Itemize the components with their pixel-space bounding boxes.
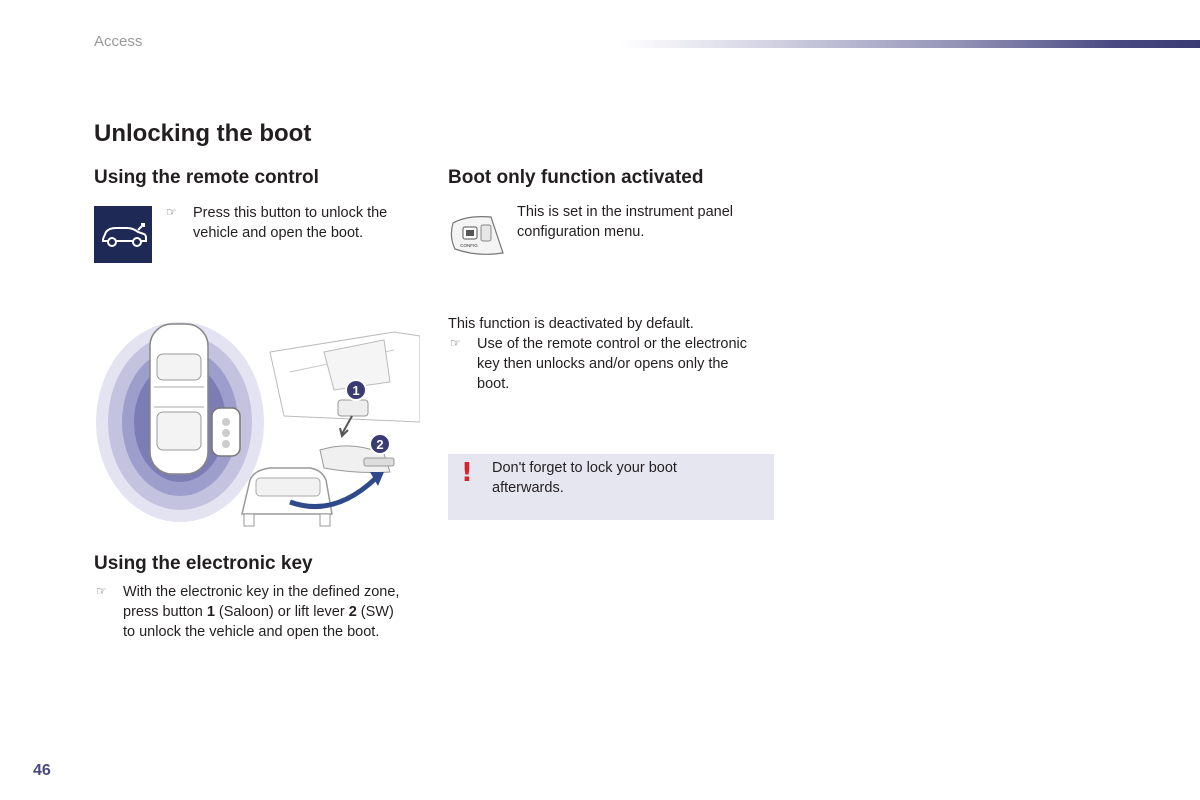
boot-only-default-note: This function is deactivated by default. xyxy=(448,316,694,332)
boot-only-bullet-line2: key then unlocks and/or opens only the xyxy=(477,356,729,372)
pointing-hand-icon: ☞ xyxy=(450,336,461,350)
lever-reference: 2 xyxy=(348,604,357,620)
page-number: 46 xyxy=(33,762,51,779)
pointing-hand-icon: ☞ xyxy=(166,205,177,219)
electronic-key-line2: press button 1 (Saloon) or lift lever 2 (SW) xyxy=(123,604,394,620)
callout-1 xyxy=(346,380,366,400)
svg-text:CONFIG: CONFIG xyxy=(460,243,478,248)
boot-only-line1: This is set in the instrument panel xyxy=(517,204,733,220)
page-title: Unlocking the boot xyxy=(94,120,312,147)
warning-line1: Don't forget to lock your boot xyxy=(492,460,677,476)
car-boot-unlock-icon xyxy=(94,206,152,263)
pointing-hand-icon: ☞ xyxy=(96,584,107,598)
boot-only-line2: configuration menu. xyxy=(517,224,645,240)
callout-2 xyxy=(370,434,390,454)
remote-control-heading: Using the remote control xyxy=(94,167,319,188)
remote-control-line1: Press this button to unlock the xyxy=(193,205,388,221)
boot-only-bullet-line3: boot. xyxy=(477,376,510,392)
boot-only-heading: Boot only function activated xyxy=(448,167,704,188)
warning-line2: afterwards. xyxy=(492,480,564,496)
steering-wheel-config-button-icon xyxy=(447,213,507,257)
electronic-key-heading: Using the electronic key xyxy=(94,553,313,574)
electronic-key-line3: to unlock the vehicle and open the boot. xyxy=(123,624,380,640)
svg-text:2: 2 xyxy=(376,437,384,452)
electronic-key-zone-illustration xyxy=(94,312,420,544)
button-reference: 1 xyxy=(206,604,215,620)
boot-only-bullet-line1: Use of the remote control or the electronic xyxy=(477,336,747,352)
header-gradient-bar xyxy=(620,40,1200,48)
section-title: Access xyxy=(94,33,143,50)
svg-text:1: 1 xyxy=(352,383,360,398)
electronic-key-line1: With the electronic key in the defined zone, xyxy=(123,584,400,600)
exclamation-icon: ! xyxy=(461,458,473,488)
remote-control-line2: vehicle and open the boot. xyxy=(193,225,364,241)
